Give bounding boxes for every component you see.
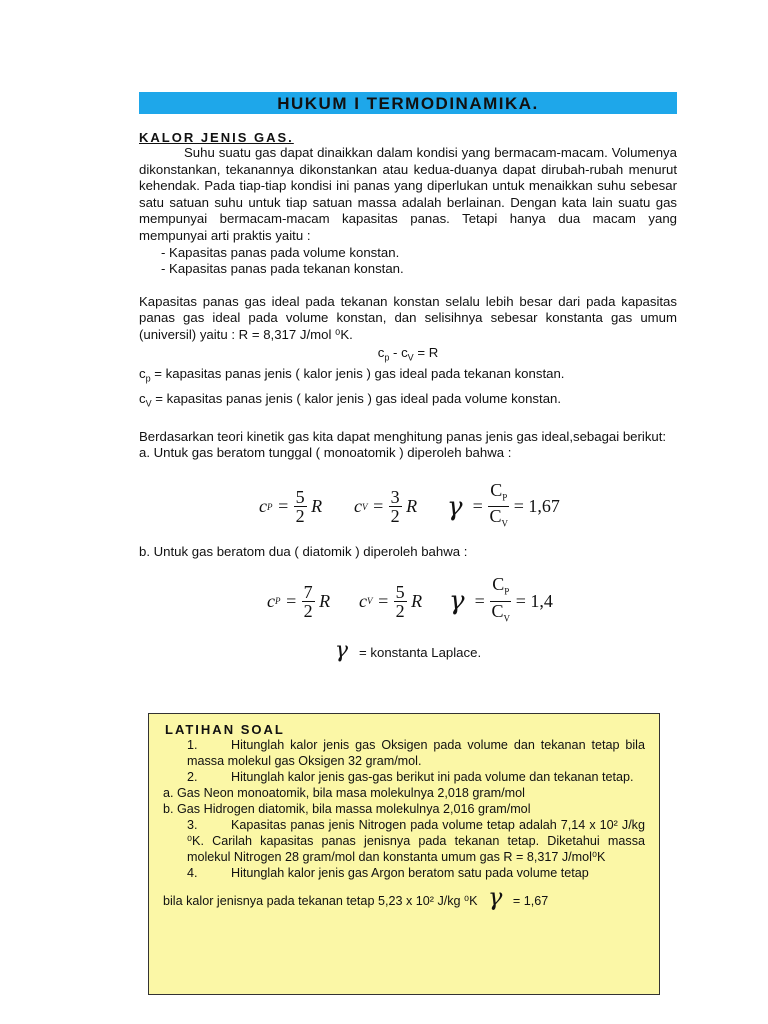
gamma-symbol: γ (488, 883, 503, 911)
gamma-symbol: γ (334, 638, 349, 664)
section-heading: KALOR JENIS GAS. (139, 130, 294, 145)
paragraph-kinetic: Berdasarkan teori kinetik gas kita dapat menghitung panas jenis gas ideal,sebagai berikut: (139, 428, 667, 444)
question-4: 4. Hitunglah kalor jenis gas Argon beratom satu pada volume tetap (187, 866, 589, 880)
document-page (139, 92, 677, 663)
formula-difference: $c_p - c_V = R$ (377, 344, 439, 363)
question-1: 1. Hitunglah kalor jenis gas Oksigen pada volume dan tekanan tetap bila massa molekul gas Oksigen 32 gram/mol. (187, 738, 645, 768)
gamma-symbol: γ (449, 586, 465, 617)
cp-mono: c P = $\frac{5}{2}$ R (259, 487, 323, 527)
item-b: b. Untuk gas beratom dua ( diatomik ) diperoleh bahwa : (139, 543, 468, 559)
gamma-di: γ = $\frac{C_P}{C_V}$ = 1,4 (449, 574, 553, 624)
question-2: 2. Hitunglah kalor jenis gas-gas berikut ini pada volume dan tekanan tetap. (187, 770, 634, 784)
gamma-mono: γ = $\frac{C_P}{C_V}$ = 1,67 (447, 479, 560, 529)
exercise-title: LATIHAN SOAL (165, 722, 285, 737)
equation-diatomic (139, 574, 677, 628)
question-2a: a. Gas Neon monoatomik, bila masa molekulnya 2,018 gram/mol (163, 786, 525, 800)
cp-di: c P = $\frac{7}{2}$ R (267, 581, 331, 621)
cv-di: c V = $\frac{5}{2}$ R (359, 581, 423, 621)
item-a: a. Untuk gas beratom tunggal ( monoatomik ) diperoleh bahwa : (139, 445, 512, 461)
question-2b: b. Gas Hidrogen diatomik, bila massa molekulnya 2,016 gram/mol (163, 802, 531, 816)
exercise-box (148, 713, 660, 995)
bullet-pressure: - Kapasitas panas pada tekanan konstan. (161, 261, 404, 277)
equation-monoatomic (139, 480, 677, 534)
bullet-volume: - Kapasitas panas pada volume konstan. (161, 244, 400, 260)
question-3: 3. Kapasitas panas jenis Nitrogen pada volume tetap adalah 7,14 x 10² J/kg ⁰K. Carilah kapasitas panas jenisnya pada tekanan tetap. Diketahui massa molekul Nitrogen 28 gram/mol dan konstanta umum gas R = 8,317 J/mol⁰K (187, 818, 645, 864)
definition-cv: $c_V$ = kapasitas panas jenis ( kalor jenis ) gas ideal pada volume konstan. (139, 391, 562, 410)
gamma-symbol: γ (447, 491, 463, 522)
question-4-cont: bila kalor jenisnya pada tekanan tetap 5,23 x 10² J/kg ⁰K γ = 1,67 (163, 883, 549, 911)
cv-mono: c V = $\frac{3}{2}$ R (354, 487, 418, 527)
paragraph-intro: Suhu suatu gas dapat dinaikkan dalam kondisi yang bermacam-macam. Volumenya dikonstankan, tekanannya dikonstankan atau kedua-duanya dapat dirubah-rubah menurut kehendak. Pada tiap-tiap kondisi ini panas yang diperlukan untuk menaikkan suhu sebesar satu satuan suhu untuk tiap satuan massa adalah berlainan. Dengan kata lain suatu gas mempunyai bermacam-macam kapasitas panas. Tetapi hanya dua macam yang mempunyai arti praktis yaitu : (139, 145, 677, 243)
laplace-line: γ = konstanta Laplace. (334, 638, 482, 664)
definition-cp: $c_p$ = kapasitas panas jenis ( kalor jenis ) gas ideal pada tekanan konstan. (139, 366, 565, 384)
page-title: HUKUM I TERMODINAMIKA. (139, 92, 677, 114)
paragraph-difference: Kapasitas panas gas ideal pada tekanan konstan selalu lebih besar dari pada kapasitas panas gas ideal pada volume konstan, dan selisihnya sebesar konstanta gas umum (universil) yaitu : R = 8,317 J/mol ⁰K. (139, 293, 677, 342)
